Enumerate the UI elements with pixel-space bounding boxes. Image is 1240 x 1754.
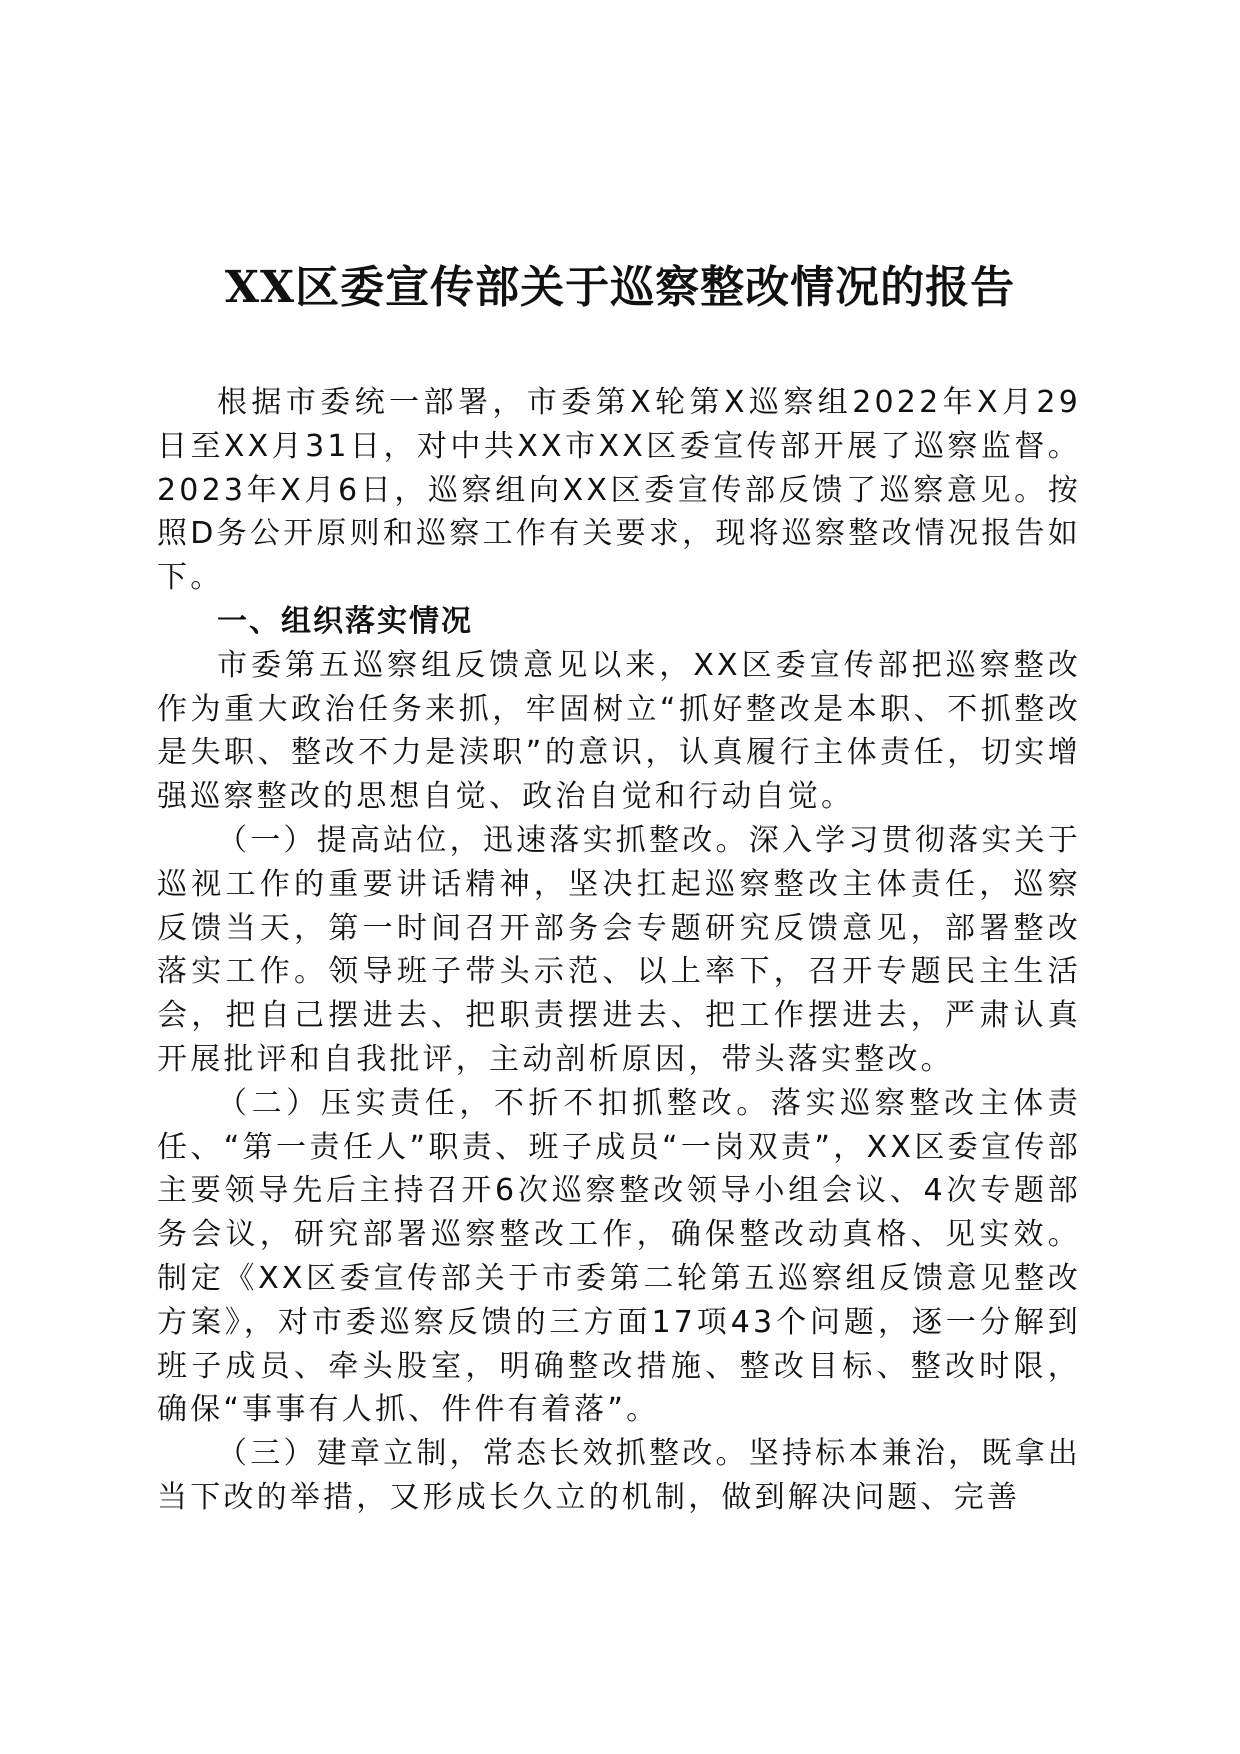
item-paragraph-3: （三）建章立制，常态长效抓整改。坚持标本兼治，既拿出当下改的举措，又形成长久立的机制，做到解决问题、完善: [157, 1436, 1081, 1515]
item-paragraph-1: （一）提高站位，迅速落实抓整改。深入学习贯彻落实关于巡视工作的重要讲话精神，坚决扛起巡察整改主体责任，巡察反馈当天，第一时间召开部务会专题研究反馈意见，部署整改落实工作。领导班子带头示范、以上率下，召开专题民主生活会，把自己摆进去、把职责摆进去、把工作摆进去，严肃认真开展批评和自我批评，主动剖析原因，带头落实整改。: [157, 822, 1081, 1077]
item-paragraph-2: （二）压实责任，不折不扣抓整改。落实巡察整改主体责任、“第一责任人”职责、班子成员“一岗双责”，XX区委宣传部主要领导先后主持召开6次巡察整改领导小组会议、4次专题部务会议，研究部署巡察整改工作，确保整改动真格、见实效。制定《XX区委宣传部关于市委第二轮第五巡察组反馈意见整改方案》，对市委巡察反馈的三方面17项43个问题，逐一分解到班子成员、牵头股室，明确整改措施、整改目标、整改时限，确保“事事有人抓、件件有着落”。: [157, 1085, 1081, 1428]
document-body: [157, 381, 1081, 1520]
section-heading-organization: 一、组织落实情况: [217, 603, 473, 639]
document-title: XX区委宣传部关于巡察整改情况的报告: [224, 262, 1016, 313]
intro-paragraph: 根据市委统一部署，市委第X轮第X巡察组2022年X月29日至XX月31日，对中共XX市XX区委宣传部开展了巡察监督。2023年X月6日，巡察组向XX区委宣传部反馈了巡察意见。按照D务公开原则和巡察工作有关要求，现将巡察整改情况报告如下。: [157, 385, 1081, 596]
section-paragraph: 市委第五巡察组反馈意见以来，XX区委宣传部把巡察整改作为重大政治任务来抓，牢固树立“抓好整改是本职、不抓整改是失职、整改不力是渎职”的意识，认真履行主体责任，切实增强巡察整改的思想自觉、政治自觉和行动自觉。: [157, 647, 1081, 815]
